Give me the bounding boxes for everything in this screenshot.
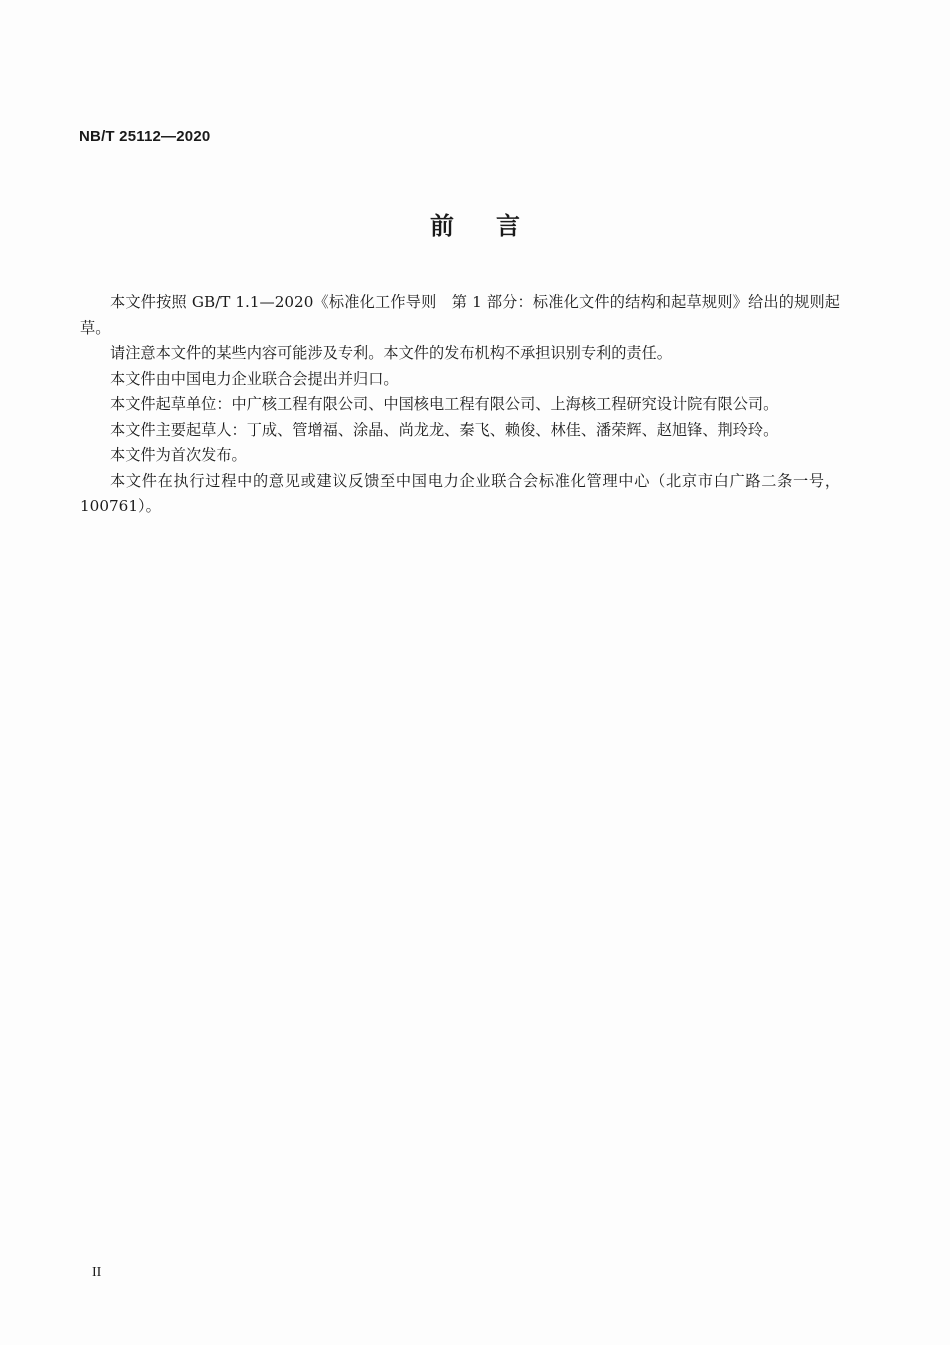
- paragraph-drafters: 本文件主要起草人：丁成、管增福、涂晶、尚龙龙、秦飞、赖俊、林佳、潘荣辉、赵旭锋、荆玲玲。: [110, 420, 779, 439]
- paragraph-proposer: 本文件由中国电力企业联合会提出并归口。: [110, 369, 399, 388]
- paragraph-drafting-units: 本文件起草单位：中广核工程有限公司、中国核电工程有限公司、上海核工程研究设计院有限公司。: [110, 395, 779, 413]
- paragraph-feedback: 本文件在执行过程中的意见或建议反馈至中国电力企业联合会标准化管理中心（北京市白广路二条一号，100761）。: [80, 471, 840, 515]
- paragraph-first-release: 本文件为首次发布。: [110, 446, 247, 464]
- paragraph-patent-notice: 请注意本文件的某些内容可能涉及专利。本文件的发布机构不承担识别专利的责任。: [110, 344, 672, 362]
- standard-code: NB/T 25112—2020: [79, 128, 211, 145]
- foreword-body: [80, 290, 840, 520]
- page-title: 前言: [430, 212, 562, 240]
- page-number: II: [92, 1265, 102, 1280]
- paragraph-drafting-rules: 本文件按照 GB/T 1.1—2020《标准化工作导则 第 1 部分：标准化文件的结构和起草规则》给出的规则起草。: [80, 293, 840, 337]
